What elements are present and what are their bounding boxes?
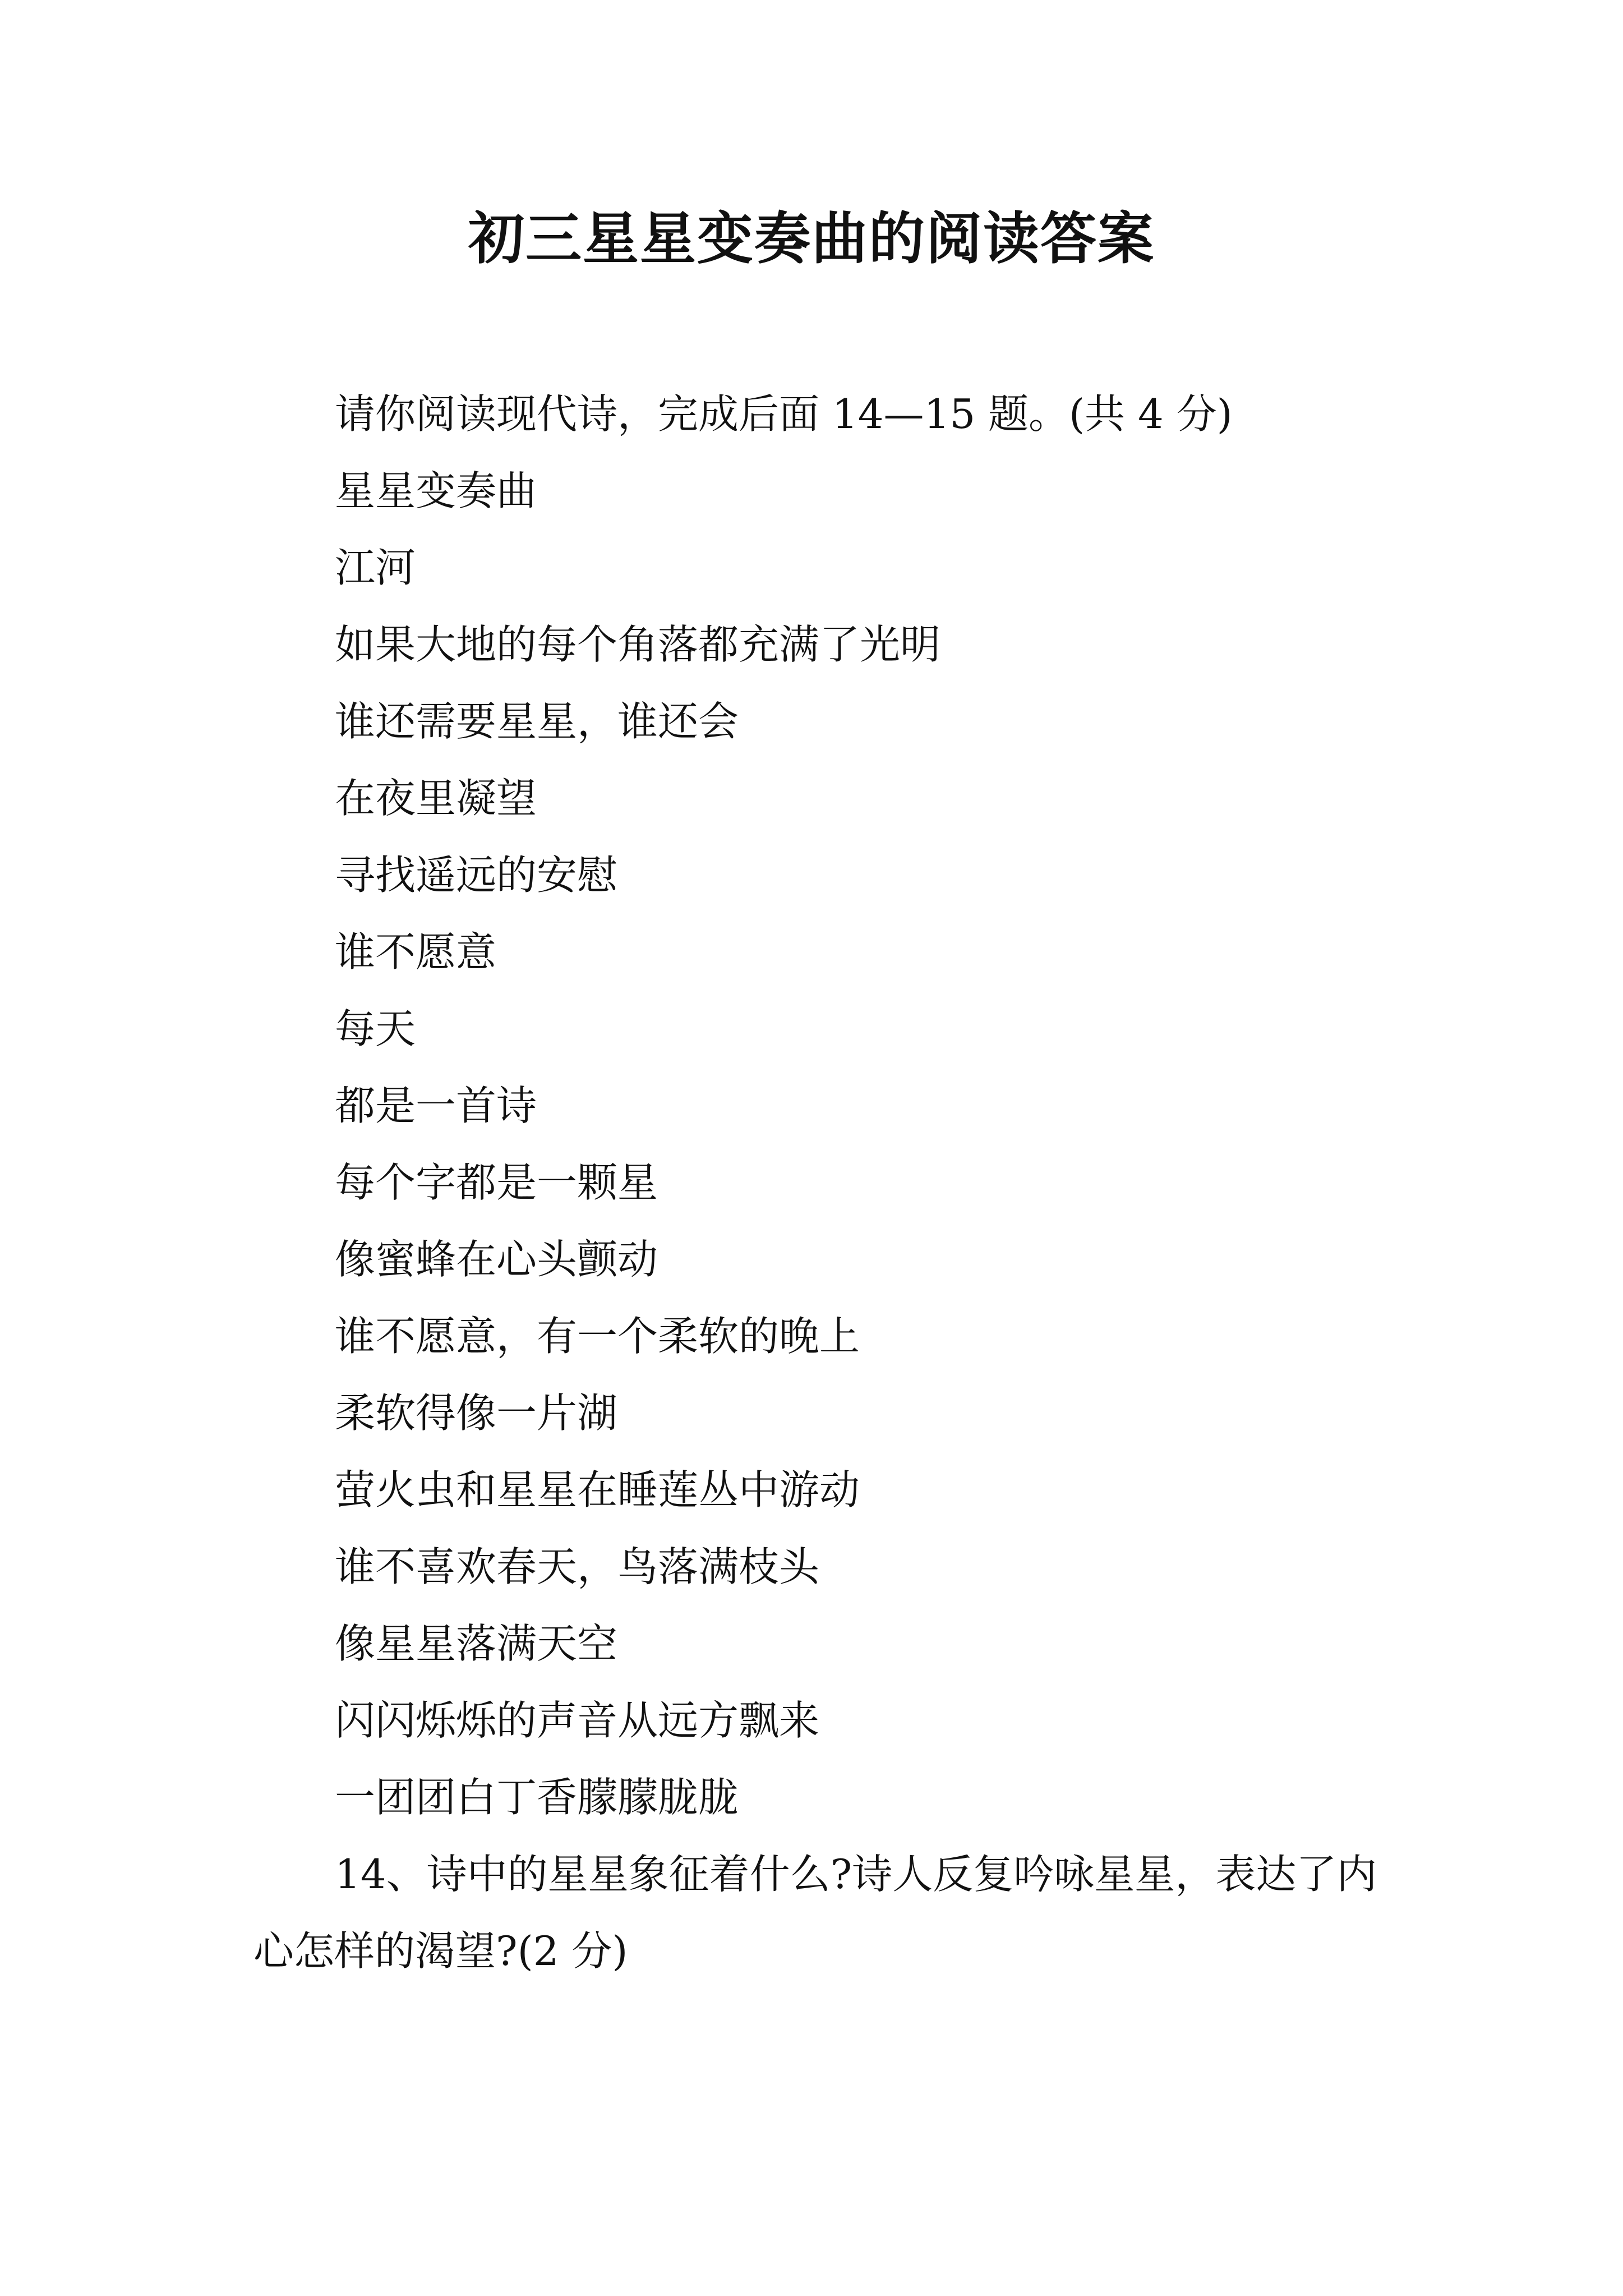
poem-line: 谁不愿意，有一个柔软的晚上 <box>335 1313 860 1360</box>
poem-author: 江河 <box>335 544 416 591</box>
poem-line: 谁不喜欢春天，鸟落满枝头 <box>335 1543 820 1590</box>
poem-title: 星星变奏曲 <box>335 467 537 514</box>
poem-line: 每天 <box>335 1005 416 1052</box>
intro-text: 请你阅读现代诗，完成后面 14—15 题。(共 4 分) <box>335 390 1233 438</box>
poem-line: 萤火虫和星星在睡莲丛中游动 <box>335 1466 860 1513</box>
poem-line: 柔软得像一片湖 <box>335 1389 618 1437</box>
document-body <box>253 376 1381 1990</box>
poem-line: 像星星落满天空 <box>335 1620 618 1667</box>
poem-line: 像蜜蜂在心头颤动 <box>335 1236 658 1283</box>
document-title: 初三星星变奏曲的阅读答案 <box>468 205 1155 272</box>
poem-line: 谁不愿意 <box>335 928 497 976</box>
poem-line: 一团团白丁香朦朦胧胧 <box>335 1774 739 1821</box>
poem-line: 如果大地的每个角落都充满了光明 <box>335 621 941 668</box>
poem-line: 每个字都是一颗星 <box>335 1159 658 1206</box>
poem-line: 寻找遥远的安慰 <box>335 852 618 899</box>
question-14: 14、诗中的星星象征着什么?诗人反复吟咏星星，表达了内心怎样的渴望?(2 分) <box>253 1851 1377 1975</box>
poem-line: 在夜里凝望 <box>335 775 537 822</box>
poem-line: 谁还需要星星，谁还会 <box>335 698 739 745</box>
poem-line: 闪闪烁烁的声音从远方飘来 <box>335 1697 820 1744</box>
poem-line: 都是一首诗 <box>335 1082 537 1129</box>
